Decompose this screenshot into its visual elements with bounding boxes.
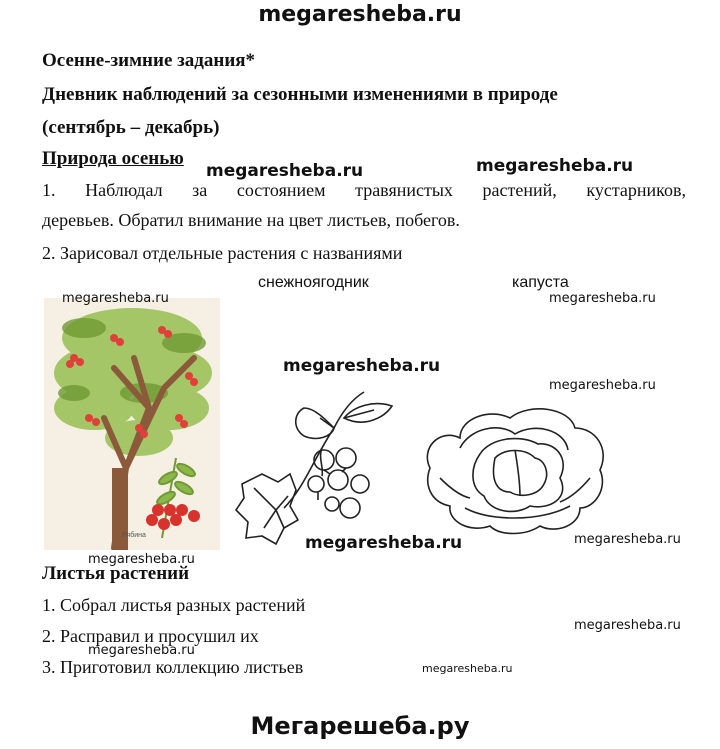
autumn-item-1-line-2: деревьев. Обратил внимание на цвет листьев, побегов. xyxy=(42,210,460,230)
cabbage-image xyxy=(420,398,610,538)
autumn-item-1-line-1: 1. Наблюдал за состоянием травянистых растений, кустарников, xyxy=(42,180,686,200)
site-footer: Мегарешеба.ру xyxy=(250,712,470,740)
watermark: megaresheba.ru xyxy=(549,378,656,393)
heading-tasks: Осенне-зимние задания* xyxy=(42,50,256,71)
watermark: megaresheba.ru xyxy=(88,552,195,567)
watermark: megaresheba.ru xyxy=(549,291,656,306)
rowan-image xyxy=(44,298,220,550)
heading-diary: Дневник наблюдений за сезонными изменениями в природе xyxy=(42,84,558,105)
leaves-item-2: 2. Расправил и просушил их xyxy=(42,626,259,646)
watermark: megaresheba.ru xyxy=(88,643,195,658)
watermark: megaresheba.ru xyxy=(422,662,513,675)
watermark: megaresheba.ru xyxy=(305,533,463,553)
leaves-item-3: 3. Приготовил коллекцию листьев xyxy=(42,657,304,677)
snowberry-image xyxy=(234,388,414,548)
watermark: megaresheba.ru xyxy=(574,532,681,547)
section-leaves-title: Листья растений xyxy=(42,563,190,584)
rowan-caption: Рябина xyxy=(122,532,146,539)
label-cabbage: капуста xyxy=(512,274,569,291)
watermark: megaresheba.ru xyxy=(283,356,441,376)
watermark: megaresheba.ru xyxy=(476,156,634,176)
autumn-item-2: 2. Зарисовал отдельные растения с названиями xyxy=(42,243,403,263)
label-snowberry: снежноягодник xyxy=(258,274,369,291)
cabbage-illustration xyxy=(420,398,610,538)
leaves-item-1: 1. Собрал листья разных растений xyxy=(42,595,306,615)
section-autumn-title: Природа осенью xyxy=(42,148,184,169)
heading-period: (сентябрь – декабрь) xyxy=(42,117,220,138)
watermark: megaresheba.ru xyxy=(574,618,681,633)
watermark: megaresheba.ru xyxy=(206,161,364,181)
rowan-tree-illustration xyxy=(44,298,220,550)
site-header: megaresheba.ru xyxy=(258,2,462,27)
watermark: megaresheba.ru xyxy=(62,291,169,306)
snowberry-illustration xyxy=(234,388,414,548)
